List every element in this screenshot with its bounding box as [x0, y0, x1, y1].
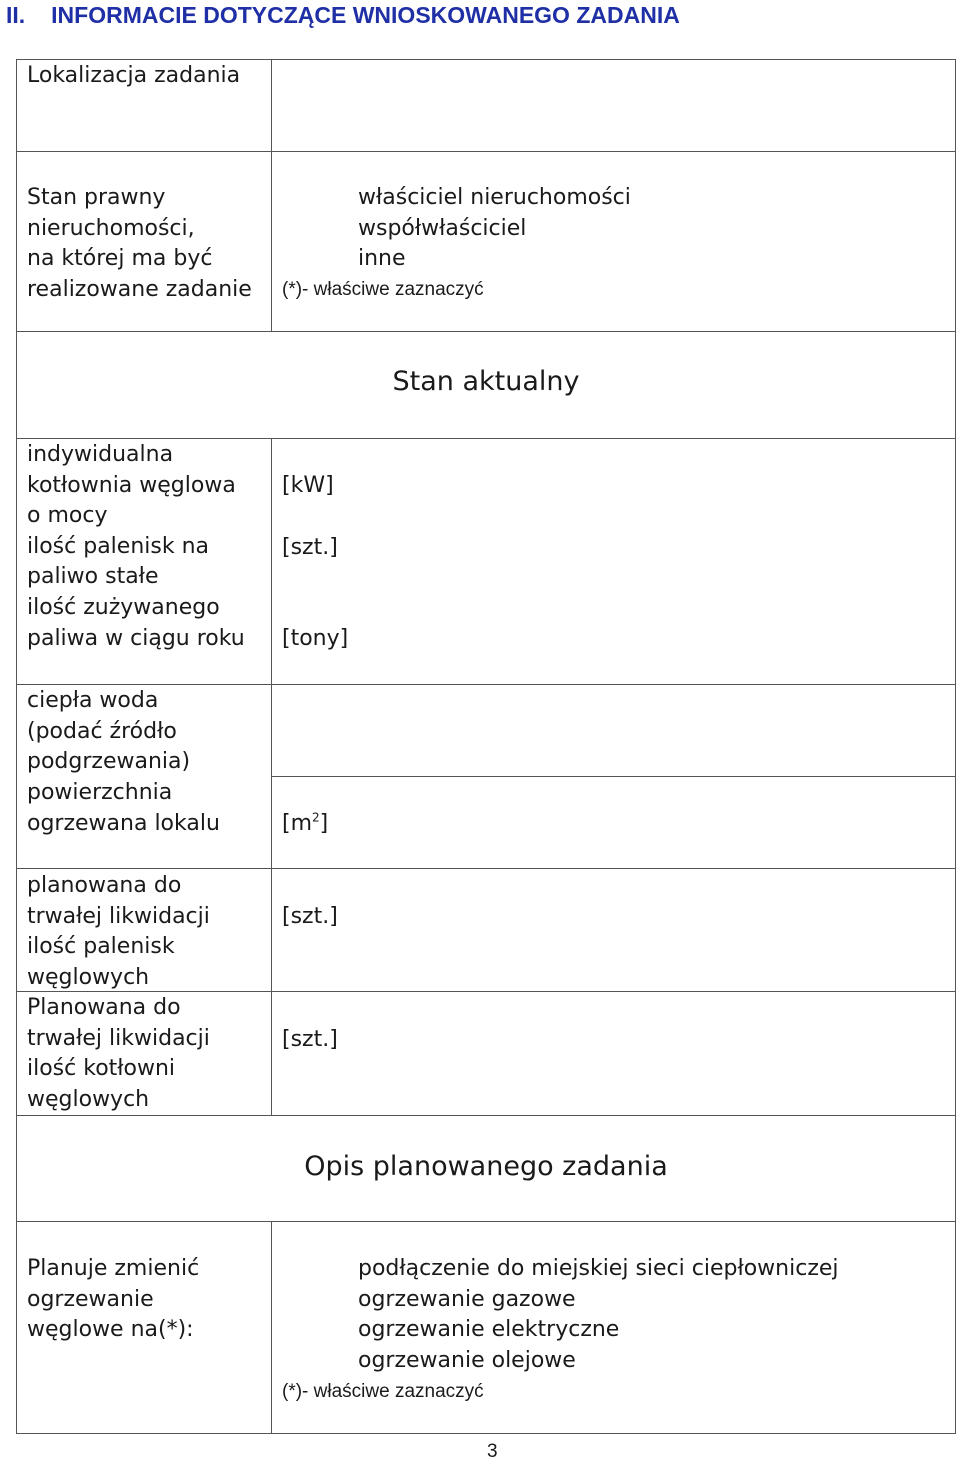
option-other[interactable]: inne	[358, 246, 406, 272]
row-divider	[16, 1221, 956, 1222]
table-border-bottom	[16, 1433, 956, 1434]
liquidation-boilers-label: Planowana do trwałej likwidacji ilość kotłowni węglowych	[27, 995, 210, 1112]
section-heading	[6, 0, 680, 30]
planned-task-label: Planuje zmienić ogrzewanie węglowe na(*):	[27, 1256, 200, 1343]
planned-task-header: Opis planowanego zadania	[304, 1151, 668, 1182]
info-table	[16, 59, 956, 1434]
option-gas-heating[interactable]: ogrzewanie gazowe	[358, 1286, 576, 1312]
row-divider	[16, 868, 956, 869]
liquidation-boilers-unit: [szt.]	[282, 1027, 338, 1052]
option-co-owner[interactable]: współwłaściciel	[358, 215, 527, 241]
heating-labels: indywidualna kotłownia węglowa o mocy ilość palenisk na paliwo stałe ilość zużywanego paliwa w ciągu roku	[27, 442, 245, 651]
row-divider	[16, 151, 956, 152]
row-divider	[271, 776, 956, 777]
option-owner[interactable]: właściciel nieruchomości	[358, 185, 631, 210]
table-border-left	[16, 59, 17, 1434]
location-field[interactable]	[272, 60, 955, 151]
section-title: INFORMACIE DOTYCZĄCE WNIOSKOWANEGO ZADANIA	[51, 1, 680, 28]
current-state-header: Stan aktualny	[392, 366, 580, 397]
liquidation-hearths-unit: [szt.]	[282, 904, 338, 929]
row-divider	[16, 684, 956, 685]
liquidation-hearths-label: planowana do trwałej likwidacji ilość palenisk węglowych	[27, 873, 210, 990]
section-number: II.	[6, 1, 26, 28]
planned-task-options	[358, 1254, 839, 1376]
column-divider	[271, 1221, 272, 1434]
unit-kw: [kW]	[282, 473, 334, 498]
option-district-heating[interactable]: podłączenie do miejskiej sieci ciepłowniczej	[358, 1256, 839, 1281]
row-divider	[16, 438, 956, 439]
page-number: 3	[487, 1441, 498, 1462]
hot-water-label: ciepła woda (podać źródło podgrzewania)	[27, 688, 191, 775]
legal-status-label: Stan prawny nieruchomości, na której ma być realizowane zadanie	[27, 185, 252, 302]
unit-szt: [szt.]	[282, 535, 338, 560]
option-oil-heating[interactable]: ogrzewanie olejowe	[358, 1347, 576, 1373]
row-divider	[16, 331, 956, 332]
column-divider	[271, 438, 272, 1115]
unit-tony: [tony]	[282, 626, 349, 651]
legal-status-note: (*)- właściwe zaznaczyć	[282, 279, 484, 300]
legal-status-options	[358, 183, 631, 275]
option-electric-heating[interactable]: ogrzewanie elektryczne	[358, 1317, 620, 1343]
planned-task-note: (*)- właściwe zaznaczyć	[282, 1381, 484, 1402]
table-border-right	[955, 59, 956, 1434]
unit-m2: $[m^2]$	[282, 810, 329, 836]
area-label: powierzchnia ogrzewana lokalu	[27, 780, 220, 836]
location-label: Lokalizacja zadania	[27, 63, 241, 88]
